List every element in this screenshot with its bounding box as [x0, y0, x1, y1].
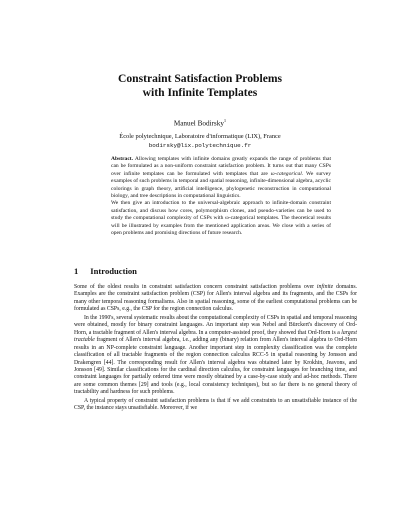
- body-text-2b: fragment of Allen's interval algebra, i.e., adding any (binary) relation from Allen's interval algebra to Ord-Horn results in an NP-complete constraint language. Another important step in complexity classification was the complete classification of all tractable fragments of the region connection calculus RCC-5 in spatial reasoning by Jonsson and Drakengren [44]. The corresponding result for Allen's interval algebra was obtained later by Krokhin, Jeavons, and Jonsson [49]. Similar classifications for the cardinal direction calculus, for constraint languages for branching time, and constraint languages for partially ordered time were mostly obtained by a case-by-case study and ad-hoc methods. There are some common themes [29] and tools (e.g., local consistency techniques), but so far there is no general theory of tractability and hardness for such problems.: [74, 337, 357, 396]
- abstract: [111, 156, 331, 237]
- body-text-2a: In the 1990's, several systematic results about the computational complexity of CSPs in spatial and temporal reasoning were obtained, mostly for binary constraint languages. An important step was Nebel and Bürckert's discovery of Ord-Horn, a tractable fragment of Allen's interval algebra. In a computer-assisted proof, they showed that Ord-Horn is a: [74, 314, 357, 336]
- author-name: [0, 118, 400, 127]
- body-emphasis-1: infinite: [316, 284, 334, 290]
- section-number: 1: [74, 266, 79, 276]
- email-address: bodirsky@lix.polytechnique.fr: [148, 142, 252, 149]
- body-text: [74, 284, 357, 413]
- title-line-2: with Infinite Templates: [142, 86, 258, 99]
- body-emphasis-2: largest tractable: [74, 329, 357, 344]
- author-footnote-mark: 1: [223, 118, 227, 123]
- section-title: Introduction: [90, 266, 137, 276]
- abstract-paragraph-1: [111, 156, 331, 200]
- paper-title: [0, 72, 400, 100]
- abstract-emphasis: ω-categorical: [270, 170, 302, 177]
- author-text: Manuel Bodirsky: [173, 119, 224, 128]
- section-heading: [74, 266, 137, 276]
- body-paragraph-1: [74, 284, 357, 314]
- affiliation: École polytechnique, Laboratoire d'informatique (LIX), France: [119, 133, 281, 140]
- abstract-paragraph-2: We then give an introduction to the universal-algebraic approach to infinite-domain constraint satisfaction, and discuss how cores, polymorphism clones, and pseudo-varieties can be used to study the computational complexity of CSPs with ω-categorical templates. The theoretical results will be illustrated by examples from the mentioned application areas. We close with a series of open problems and promising directions of future research.: [111, 200, 331, 237]
- abstract-text-1a: Allowing templates with infinite domains greatly expands the range of problems that can be formulated as a non-uniform constraint satisfaction problem. It turns out that many CSPs over infinite templates can be formulated with templates that are: [111, 156, 331, 177]
- title-line-1: Constraint Satisfaction Problems: [117, 72, 283, 85]
- body-text-1a: Some of the oldest results in constraint satisfaction concern constraint satisfaction problems over: [74, 284, 317, 290]
- abstract-text-1b: . We survey examples of such problems in temporal and spatial reasoning, infinite-dimensional algebra, acyclic colorings in graph theory, artificial intelligence, phylogenetic reconstruction in computational biology, and tree descriptions in computational linguistics.: [111, 170, 331, 200]
- body-paragraph-2: [74, 315, 357, 397]
- body-paragraph-3: A typical property of constraint satisfaction problems is that if we add constraints to an unsatisfiable instance of the CSP, the instance stays unsatisfiable. Moreover, if we: [74, 397, 357, 412]
- abstract-label: Abstract.: [111, 156, 134, 162]
- body-text-1b: domains. Examples are the constraint satisfaction problem (CSP) for Allen's interval algebra and its fragments, and the CSPs for many other temporal reasoning formalisms. Also in spatial reasoning, some of the earliest computational problems can be formulated as CSPs, e.g., the CSP for the region connection calculus.: [74, 284, 357, 313]
